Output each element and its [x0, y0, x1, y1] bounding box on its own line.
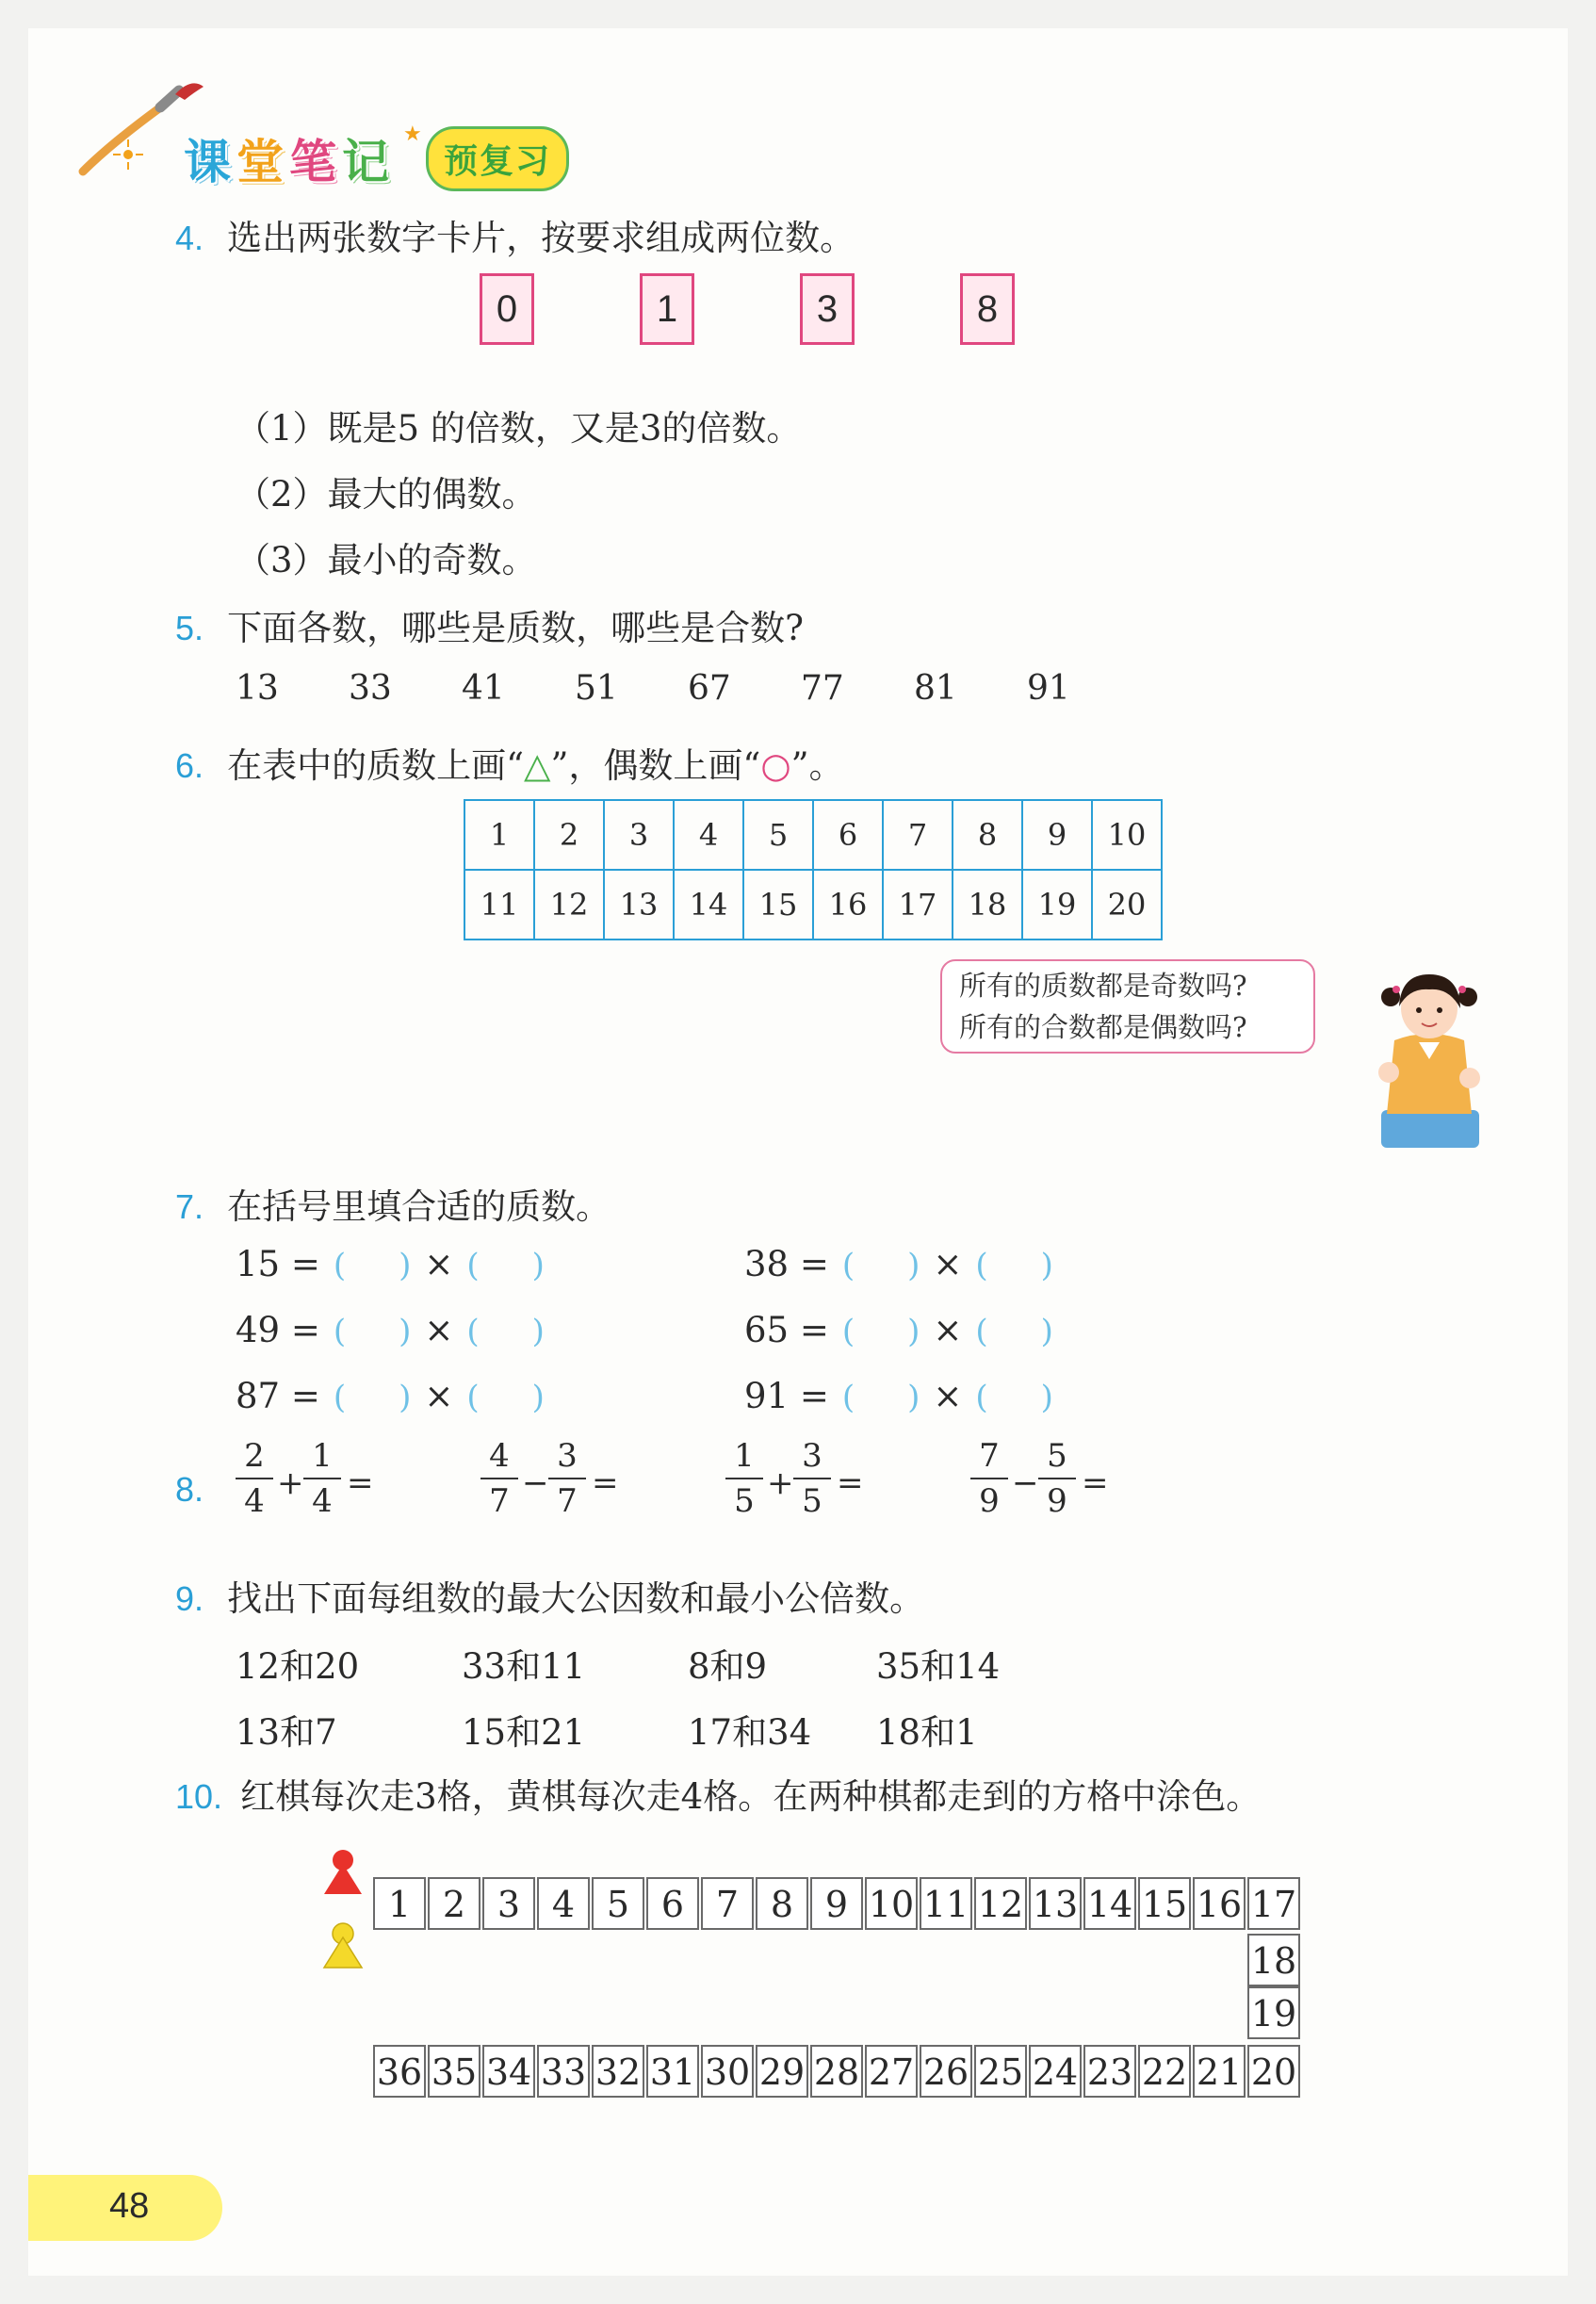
- close-paren: ): [1040, 1247, 1053, 1284]
- board-cell[interactable]: 6: [646, 1877, 699, 1930]
- q7-blank-2[interactable]: [975, 1313, 1053, 1350]
- q4-text: 选出两张数字卡片，按要求组成两位数。: [227, 218, 855, 258]
- board-cell[interactable]: 7: [701, 1877, 754, 1930]
- q7-heading: [175, 1178, 611, 1229]
- fraction: [236, 1438, 273, 1519]
- open-paren: (: [333, 1313, 347, 1350]
- grid-cell[interactable]: 10: [1092, 800, 1162, 870]
- operator: −: [522, 1464, 549, 1502]
- close-paren: ): [531, 1247, 545, 1284]
- grid-cell[interactable]: 9: [1022, 800, 1092, 870]
- numerator: 7: [979, 1437, 1000, 1475]
- header-char-4: 记: [342, 135, 395, 189]
- grid-cell[interactable]: 1: [464, 800, 534, 870]
- grid-cell[interactable]: 4: [674, 800, 743, 870]
- q7-expression: 15 =: [236, 1244, 320, 1284]
- q7-blank-1[interactable]: [842, 1247, 920, 1284]
- board-cell[interactable]: 8: [756, 1877, 808, 1930]
- board-cell[interactable]: 10: [865, 1877, 918, 1930]
- q4-part-3: （3）最小的奇数。: [236, 540, 537, 580]
- denominator: 5: [802, 1482, 822, 1520]
- q7-blank-1[interactable]: [842, 1313, 920, 1350]
- board-cell[interactable]: 32: [592, 2045, 644, 2098]
- q7-expression: 49 =: [236, 1310, 320, 1350]
- board-cell[interactable]: 33: [537, 2045, 590, 2098]
- q4-part-2: （2）最大的偶数。: [236, 474, 537, 515]
- q7-blank-2[interactable]: [466, 1379, 545, 1416]
- times-sign: ×: [424, 1376, 454, 1416]
- grid-cell[interactable]: 5: [743, 800, 813, 870]
- fraction: [793, 1438, 831, 1519]
- equals-sign: =: [837, 1464, 864, 1502]
- times-sign: ×: [424, 1244, 454, 1284]
- grid-cell[interactable]: 20: [1092, 870, 1162, 940]
- q7-item: [744, 1244, 1053, 1284]
- board-cell[interactable]: 9: [810, 1877, 863, 1930]
- q9-number: 9.: [175, 1579, 204, 1618]
- board-cell[interactable]: 12: [974, 1877, 1027, 1930]
- open-paren: (: [841, 1313, 855, 1350]
- q7-blank-2[interactable]: [466, 1247, 545, 1284]
- bubble-line-2: 所有的合数都是偶数吗?: [959, 1011, 1247, 1043]
- q10-text: 红棋每次走3格，黄棋每次走4格。在两种棋都走到的方格中涂色。: [240, 1776, 1262, 1817]
- board-cell[interactable]: 23: [1083, 2045, 1136, 2098]
- q6-text-b: ”，偶数上画“: [550, 745, 761, 786]
- number-grid-1-20: [464, 799, 1163, 940]
- board-cell[interactable]: 29: [756, 2045, 808, 2098]
- workbook-page: [28, 28, 1568, 2276]
- header-title: [184, 124, 395, 192]
- board-cell[interactable]: 1: [373, 1877, 426, 1930]
- close-paren: ): [531, 1379, 545, 1416]
- q4-heading: [175, 209, 855, 260]
- q5-value: 13: [236, 669, 279, 708]
- bubble-line-1: 所有的质数都是奇数吗?: [959, 970, 1247, 1002]
- red-piece-icon: [320, 1847, 366, 1900]
- digit-card-8: 8: [960, 273, 1015, 345]
- q9-pair: 13和7: [236, 1712, 337, 1753]
- q7-blank-2[interactable]: [975, 1379, 1053, 1416]
- q8-number: 8.: [175, 1470, 204, 1509]
- q7-item: [236, 1310, 545, 1350]
- board-cell[interactable]: 17: [1247, 1877, 1300, 1930]
- q9-pair: 8和9: [688, 1646, 768, 1687]
- q7-blank-1[interactable]: [334, 1247, 412, 1284]
- q10-number: 10.: [175, 1777, 223, 1816]
- grid-row-1: [464, 800, 1162, 870]
- q5-value: 77: [801, 669, 844, 708]
- q5-value: 91: [1027, 669, 1070, 708]
- fraction: [1038, 1438, 1076, 1519]
- board-cell[interactable]: 21: [1193, 2045, 1246, 2098]
- q7-item: [744, 1310, 1053, 1350]
- board-cell[interactable]: 26: [920, 2045, 972, 2098]
- numerator: 3: [557, 1437, 578, 1475]
- close-paren: ): [399, 1379, 412, 1416]
- denominator: 4: [244, 1482, 265, 1520]
- close-paren: ): [1040, 1379, 1053, 1416]
- operator: −: [1012, 1464, 1039, 1502]
- open-paren: (: [975, 1313, 988, 1350]
- board-cell[interactable]: 11: [920, 1877, 972, 1930]
- board-cell[interactable]: 19: [1247, 1986, 1300, 2039]
- girl-illustration: [1368, 967, 1490, 1154]
- q7-expression: 87 =: [236, 1376, 320, 1416]
- denominator: 9: [1047, 1482, 1067, 1520]
- q10-heading: [175, 1768, 1261, 1819]
- grid-cell[interactable]: 16: [813, 870, 883, 940]
- q7-text: 在括号里填合适的质数。: [227, 1186, 611, 1227]
- board-cell[interactable]: 36: [373, 2045, 426, 2098]
- denominator: 4: [312, 1482, 333, 1520]
- header-char-1: 课: [184, 135, 236, 189]
- q5-value: 51: [575, 669, 618, 708]
- q6-text-c: ”。: [790, 745, 844, 786]
- open-paren: (: [333, 1379, 347, 1416]
- open-paren: (: [841, 1379, 855, 1416]
- q5-heading: [175, 599, 804, 650]
- times-sign: ×: [933, 1244, 963, 1284]
- q7-expression: 91 =: [744, 1376, 829, 1416]
- q7-item: [236, 1376, 545, 1416]
- q4-number: 4.: [175, 219, 204, 257]
- board-cell[interactable]: 3: [482, 1877, 535, 1930]
- board-cell[interactable]: 16: [1193, 1877, 1246, 1930]
- fraction: [303, 1438, 341, 1519]
- digit-card-3: 3: [800, 273, 855, 345]
- q6-number: 6.: [175, 746, 204, 785]
- close-paren: ): [399, 1247, 412, 1284]
- grid-cell[interactable]: 7: [883, 800, 953, 870]
- fraction: [548, 1438, 586, 1519]
- numerator: 3: [802, 1437, 822, 1475]
- yellow-piece-icon: [320, 1920, 366, 1973]
- header-badge-wrap: [426, 126, 569, 191]
- open-paren: (: [975, 1247, 988, 1284]
- grid-cell[interactable]: 8: [953, 800, 1022, 870]
- q4-part-1: （1）既是5 的倍数，又是3的倍数。: [236, 408, 802, 449]
- open-paren: (: [466, 1313, 480, 1350]
- numerator: 2: [244, 1437, 265, 1475]
- open-paren: (: [466, 1247, 480, 1284]
- header-char-2: 堂: [236, 135, 289, 189]
- board-cell[interactable]: 31: [646, 2045, 699, 2098]
- speech-bubble: [940, 959, 1315, 1054]
- grid-cell[interactable]: 18: [953, 870, 1022, 940]
- q6-text-a: 在表中的质数上画“: [227, 745, 525, 786]
- board-cell[interactable]: 13: [1029, 1877, 1082, 1930]
- board-cell[interactable]: 15: [1138, 1877, 1191, 1930]
- digit-card-1: 1: [640, 273, 694, 345]
- q7-expression: 65 =: [744, 1310, 829, 1350]
- grid-cell[interactable]: 6: [813, 800, 883, 870]
- times-sign: ×: [424, 1310, 454, 1350]
- board-cell[interactable]: 24: [1029, 2045, 1082, 2098]
- grid-cell[interactable]: 12: [534, 870, 604, 940]
- q9-pair: 17和34: [688, 1712, 812, 1753]
- board-cell[interactable]: 5: [592, 1877, 644, 1930]
- board-cell[interactable]: 2: [428, 1877, 480, 1930]
- q6-heading: [175, 737, 844, 788]
- numerator: 5: [1047, 1437, 1067, 1475]
- q9-pair: 12和20: [236, 1646, 360, 1687]
- header-badge: 预复习: [426, 126, 569, 191]
- equals-sign: =: [592, 1464, 619, 1502]
- grid-cell[interactable]: 17: [883, 870, 953, 940]
- close-paren: ): [531, 1313, 545, 1350]
- numerator: 4: [489, 1437, 510, 1475]
- fraction: [725, 1438, 763, 1519]
- q7-blank-2[interactable]: [466, 1313, 545, 1350]
- close-paren: ): [907, 1247, 920, 1284]
- equals-sign: =: [1082, 1464, 1109, 1502]
- grid-cell[interactable]: 15: [743, 870, 813, 940]
- fraction: [970, 1438, 1008, 1519]
- grid-cell[interactable]: 2: [534, 800, 604, 870]
- numerator: 1: [312, 1437, 333, 1475]
- board-cell[interactable]: 18: [1247, 1934, 1300, 1986]
- q9-pair: 33和11: [462, 1646, 586, 1687]
- q7-expression: 38 =: [744, 1244, 829, 1284]
- grid-cell[interactable]: 11: [464, 870, 534, 940]
- triangle-icon: △: [524, 745, 551, 786]
- denominator: 7: [489, 1482, 510, 1520]
- q5-value: 41: [462, 669, 505, 708]
- numerator: 1: [734, 1437, 755, 1475]
- q7-blank-1[interactable]: [334, 1313, 412, 1350]
- board-cell[interactable]: 35: [428, 2045, 480, 2098]
- open-paren: (: [333, 1247, 347, 1284]
- close-paren: ): [907, 1379, 920, 1416]
- close-paren: ): [907, 1313, 920, 1350]
- open-paren: (: [466, 1379, 480, 1416]
- board-cell[interactable]: 34: [482, 2045, 535, 2098]
- board-cell[interactable]: 4: [537, 1877, 590, 1930]
- star-icon: ★: [403, 123, 422, 146]
- times-sign: ×: [933, 1310, 963, 1350]
- q5-value: 81: [914, 669, 957, 708]
- q7-blank-2[interactable]: [975, 1247, 1053, 1284]
- operator: +: [277, 1464, 304, 1502]
- grid-cell[interactable]: 19: [1022, 870, 1092, 940]
- board-cell[interactable]: 22: [1138, 2045, 1191, 2098]
- grid-cell[interactable]: 14: [674, 870, 743, 940]
- page-number: 48: [109, 2186, 150, 2226]
- q7-item: [744, 1376, 1053, 1416]
- q5-value: 67: [688, 669, 731, 708]
- times-sign: ×: [933, 1376, 963, 1416]
- q5-text: 下面各数，哪些是质数，哪些是合数?: [227, 608, 804, 648]
- grid-cell[interactable]: 13: [604, 870, 674, 940]
- close-paren: ): [1040, 1313, 1053, 1350]
- denominator: 7: [557, 1482, 578, 1520]
- board-cell[interactable]: 27: [865, 2045, 918, 2098]
- q7-blank-1[interactable]: [842, 1379, 920, 1416]
- q9-pair: 35和14: [876, 1646, 1001, 1687]
- denominator: 5: [734, 1482, 755, 1520]
- equals-sign: =: [347, 1464, 374, 1502]
- q9-pair: 18和1: [876, 1712, 978, 1753]
- q5-value: 33: [349, 669, 392, 708]
- q9-heading: [175, 1570, 924, 1621]
- denominator: 9: [979, 1482, 1000, 1520]
- board-cell[interactable]: 25: [974, 2045, 1027, 2098]
- open-paren: (: [841, 1247, 855, 1284]
- board-cell[interactable]: 28: [810, 2045, 863, 2098]
- board-cell[interactable]: 14: [1083, 1877, 1136, 1930]
- fraction: [480, 1438, 518, 1519]
- q7-number: 7.: [175, 1187, 204, 1226]
- board-cell[interactable]: 30: [701, 2045, 754, 2098]
- q9-text: 找出下面每组数的最大公因数和最小公倍数。: [227, 1578, 925, 1619]
- close-paren: ): [399, 1313, 412, 1350]
- q7-blank-1[interactable]: [334, 1379, 412, 1416]
- q5-number: 5.: [175, 609, 204, 647]
- header-char-3: 笔: [289, 135, 342, 189]
- q7-item: [236, 1244, 545, 1284]
- board-cell[interactable]: 20: [1247, 2045, 1300, 2098]
- q9-pair: 15和21: [462, 1712, 586, 1753]
- circle-icon: ○: [760, 745, 791, 786]
- operator: +: [767, 1464, 794, 1502]
- grid-cell[interactable]: 3: [604, 800, 674, 870]
- open-paren: (: [975, 1379, 988, 1416]
- digit-card-0: 0: [480, 273, 534, 345]
- grid-row-2: [464, 870, 1162, 940]
